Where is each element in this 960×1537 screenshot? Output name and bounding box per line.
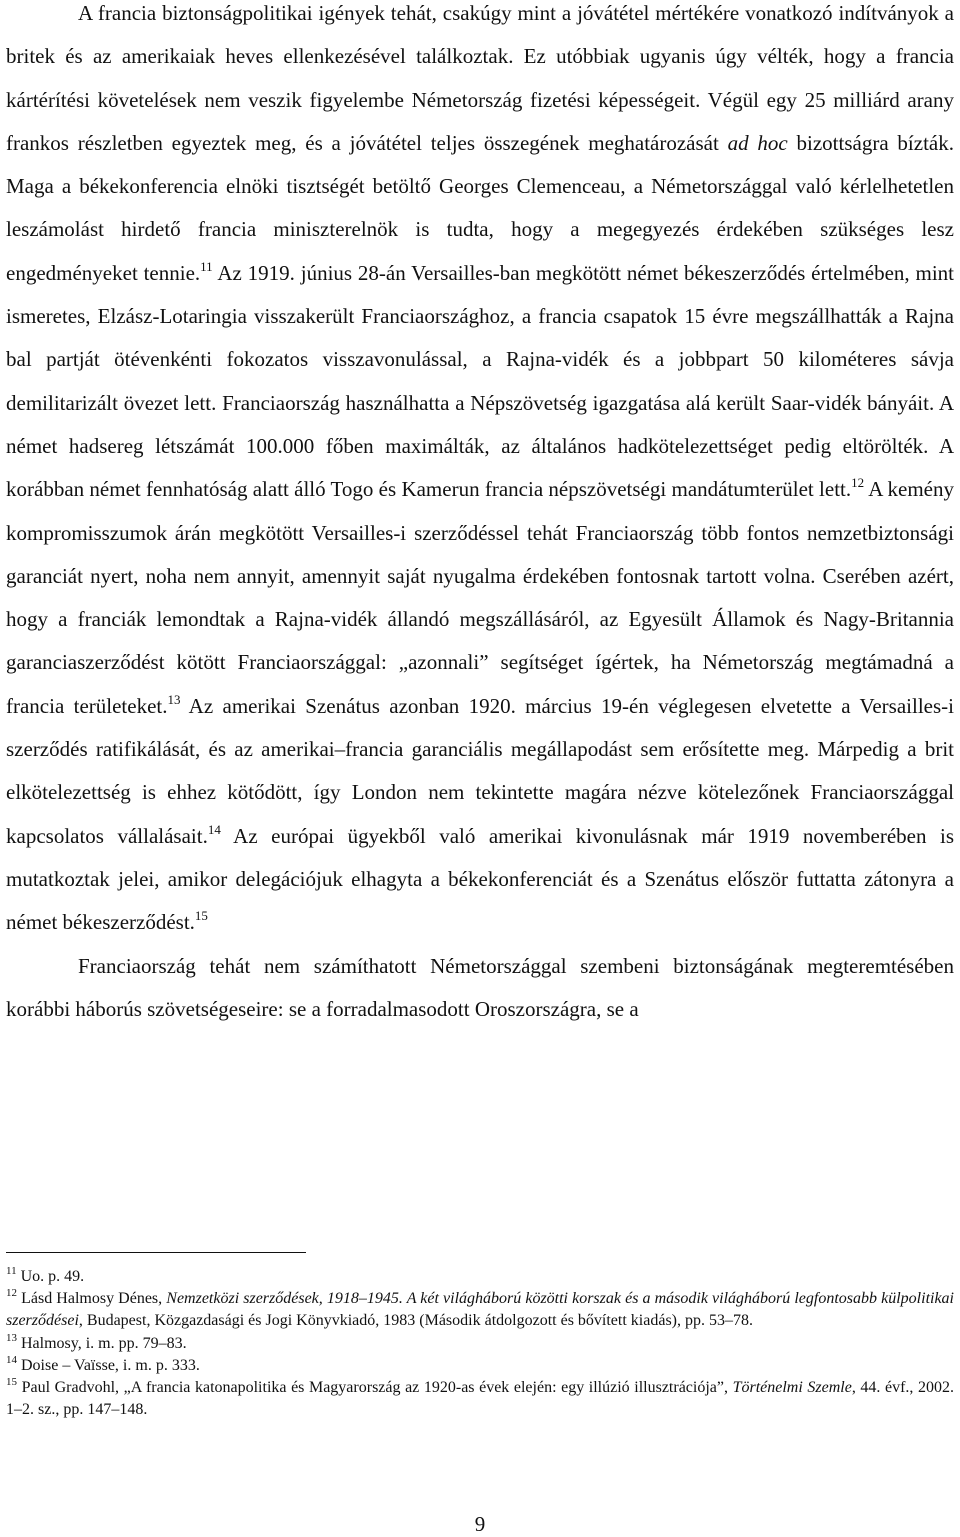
footnote-title: Nemzetközi szerződések, 1918–1945. A két világháború közötti korszak és a második világháború legfontosabb külpolitikai szerződései [6, 1290, 955, 1330]
footnote-text: Halmosy, i. m. pp. 79–83. [17, 1334, 187, 1352]
text-run: Az európai ügyekből való amerikai kivonulásnak már 1919 novemberében is mutatkoztak jelei, amikor delegációjuk elhagyta a békekonferenciát és a Szenátus először futtatta zátonyra a német békeszerződést. [6, 823, 954, 935]
footnote-15 [6, 1377, 954, 1421]
text-run: A kemény kompromisszumok árán megkötött Versailles-i szerződéssel tehát Franciaország több fontos nemzetbiztonsági garanciát nyert, noha nem annyit, amennyit saját nyugalma érdekében fontosnak tartott volna. Cserében azért, hogy a franciák lemondtak a Rajna-vidék állandó megszállásáról, az Egyesült Államok és Nagy-Britannia garanciaszerződést kötött Franciaországgal: „azonnali” segítséget ígértek, ha Németország megtámadná a francia területeket. [6, 477, 954, 718]
italic-term: ad hoc [727, 130, 788, 155]
paragraph-2 [6, 945, 954, 1032]
footnote-number: 11 [6, 1265, 17, 1277]
footnote-text: Lásd Halmosy Dénes, [17, 1290, 167, 1308]
footnote-number: 14 [6, 1353, 17, 1366]
footnote-13 [6, 1333, 954, 1355]
footnote-ref-14[interactable]: 14 [207, 821, 221, 837]
footnote-14 [6, 1355, 954, 1377]
footnote-number: 13 [6, 1331, 17, 1344]
footnote-text: Paul Gradvohl, „A francia katonapolitika és Magyarország az 1920-as évek elején: egy illúzió illusztrációja”, [17, 1379, 733, 1397]
footnote-text: Doise – Vaïsse, i. m. p. 333. [17, 1356, 200, 1374]
footnote-separator [6, 1252, 306, 1253]
paragraph-1 [6, 0, 954, 945]
footnote-number: 12 [6, 1287, 17, 1300]
text-run: A francia biztonságpolitikai igények tehát, csakúgy mint a jóvátétel mértékére vonatkozó indítványok a britek és az amerikaiak heves ellenkezésével találkoztak. Ez utóbbiak ugyanis úgy vélték, hogy a francia kártérítési követelések nem veszik figyelembe Németország fizetési képességeit. Végül egy 25 milliárd arany frankos részletben egyeztek meg, és a jóvátétel teljes összegének meghatározását [6, 1, 954, 155]
footnote-11 [6, 1266, 954, 1288]
text-run: bizottságra bízták. Maga a békekonferencia elnöki tisztségét betöltő Georges Clemenceau, a Németországgal való kérlelhetetlen leszámolást hirdető francia miniszterelnök is tudta, hogy a megegyezés érdekében szükséges lesz engedményeket tennie. [6, 130, 954, 285]
page-body [6, 0, 954, 1031]
footnote-ref-12[interactable]: 12 [851, 475, 865, 491]
text-run: Az amerikai Szenátus azonban 1920. március 19-én véglegesen elvetette a Versailles-i szerződés ratifikálását, és az amerikai–francia garanciális megállapodást sem erősítette meg. Márpedig a brit elkötelezettség is ehhez kötődött, így London nem tekintette magára nézve kötelezőnek Franciaországgal kapcsolatos vállalásait. [6, 693, 954, 848]
footnote-ref-13[interactable]: 13 [167, 691, 181, 707]
footnote-text: , 44. évf., 2002. 1–2. sz., pp. 147–148. [6, 1379, 954, 1419]
footnote-12 [6, 1288, 954, 1332]
footnote-text: , Budapest, Közgazdasági és Jogi Könyvkiadó, 1983 (Második átdolgozott és bővített kiadás), pp. 53–78. [78, 1312, 753, 1330]
footnote-number: 15 [6, 1376, 17, 1389]
footnote-ref-11[interactable]: 11 [200, 258, 213, 274]
text-run: Franciaország tehát nem számíthatott Németországgal szembeni biztonságának megteremtésében korábbi háborús szövetségeseire: se a forradalmasodott Oroszországra, se a [6, 953, 954, 1021]
page-number: 9 [474, 1512, 486, 1536]
footnote-title: Történelmi Szemle [732, 1379, 852, 1397]
footnote-ref-15[interactable]: 15 [194, 908, 208, 924]
footnotes [6, 1266, 954, 1421]
text-run: Az 1919. június 28-án Versailles-ban megkötött német békeszerződés értelmében, mint ismeretes, Elzász-Lotaringia visszakerült Franciaországhoz, a francia csapatok 15 évre megszállhatták a Rajna bal partját ötévenkénti fokozatos visszavonulással, a Rajna-vidék és a jobbpart 50 kilométeres sávja demilitarizált övezet lett. Franciaország használhatta a Népszövetség igazgatása alá került Saar-vidék bányáit. A német hadsereg létszámát 100.000 főben maximálták, az általános hadkötelezettséget pedig eltörölték. A korábban német fennhatóság alatt álló Togo és Kamerun francia népszövetségi mandátumterület lett. [6, 260, 954, 502]
footnote-text: Uo. p. 49. [16, 1268, 85, 1285]
